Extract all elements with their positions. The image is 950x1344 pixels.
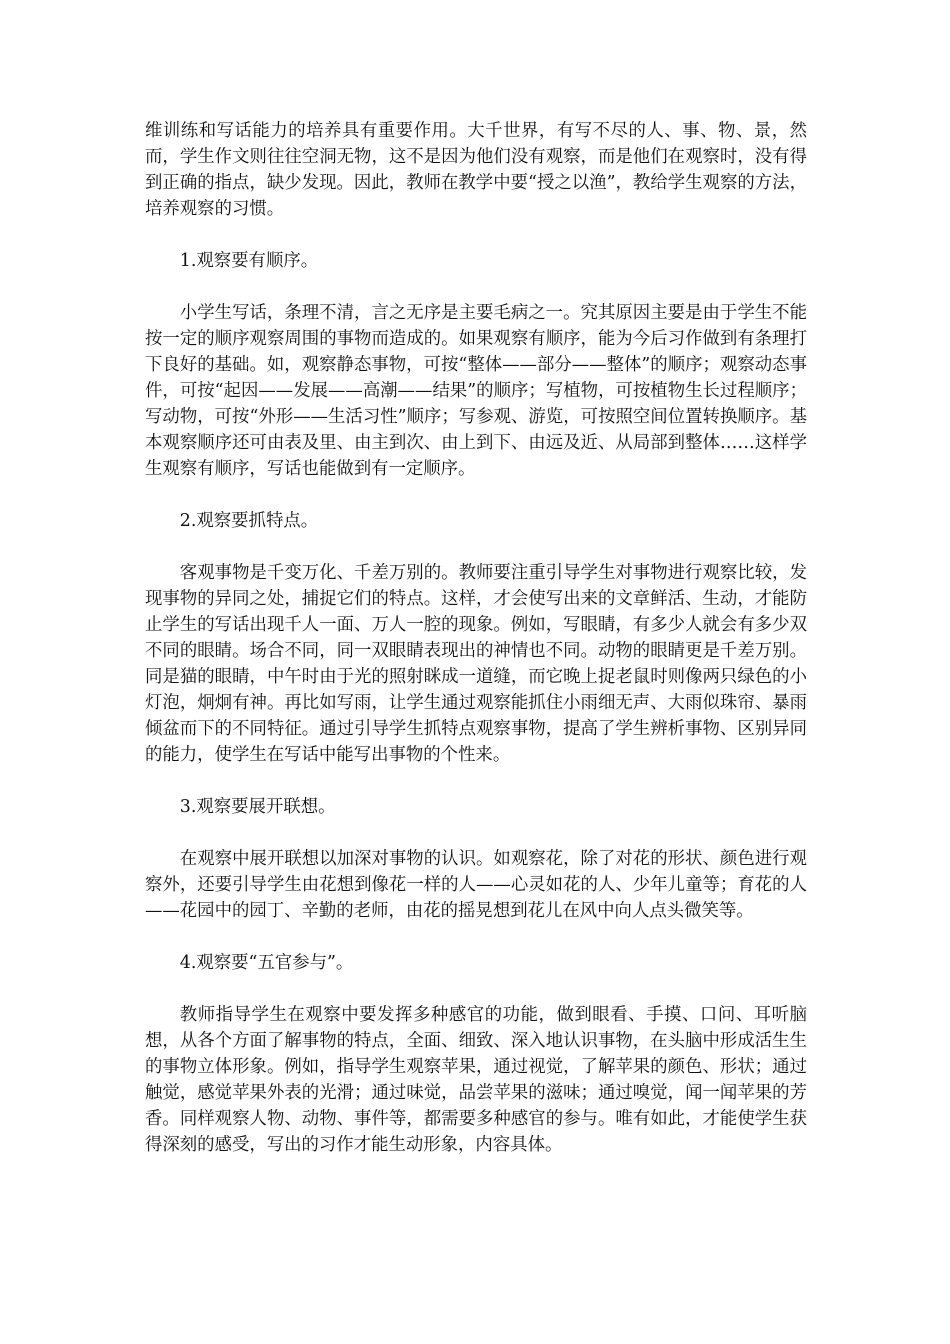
section-body-2: 客观事物是千变万化、千差万别的。教师要注重引导学生对事物进行观察比较，发现事物的异同之处，捕捉它们的特点。这样，才会使写出来的文章鲜活、生动，才能防止学生的写话出现千人一面、万人一腔的现象。例如，写眼睛，有多少人就会有多少双不同的眼睛。场合不同，同一双眼睛表现出的神情也不同。动物的眼睛更是千差万别。同是猫的眼睛，中午时由于光的照射眯成一道缝，而它晚上捉老鼠时则像两只绿色的小灯泡，炯炯有神。再比如写雨，让学生通过观察能抓住小雨细无声、大雨似珠帘、暴雨倾盆而下的不同特征。通过引导学生抓特点观察事物，提高了学生辨析事物、区别异同的能力，使学生在写话中能写出事物的个性来。 (145, 563, 807, 765)
paragraph-spacer (145, 482, 807, 508)
document-page (145, 118, 807, 1158)
paragraph-spacer (145, 768, 807, 794)
paragraph-spacer (145, 534, 807, 560)
section-body-3: 在观察中展开联想以加深对事物的认识。如观察花，除了对花的形状、颜色进行观察外，还要引导学生由花想到像花一样的人——心灵如花的人、少年儿童等；育花的人——花园中的园丁、辛勤的老师，由花的摇晃想到花儿在风中向人点头微笑等。 (145, 849, 807, 921)
paragraph-spacer (145, 274, 807, 300)
paragraph-spacer (145, 222, 807, 248)
section-body-4: 教师指导学生在观察中要发挥多种感官的功能，做到眼看、手摸、口问、耳听脑想，从各个方面了解事物的特点，全面、细致、深入地认识事物，在头脑中形成活生生的事物立体形象。例如，指导学生观察苹果，通过视觉，了解苹果的颜色、形状；通过触觉，感觉苹果外表的光滑；通过味觉，品尝苹果的滋味；通过嗅觉，闻一闻苹果的芳香。同样观察人物、动物、事件等，都需要多种感官的参与。唯有如此，才能使学生获得深刻的感受，写出的习作才能生动形象，内容具体。 (145, 1005, 807, 1155)
intro-paragraph: 维训练和写话能力的培养具有重要作用。大千世界，有写不尽的人、事、物、景，然而，学生作文则往往空洞无物，这不是因为他们没有观察，而是他们在观察时，没有得到正确的指点，缺少发现。因此，教师在教学中要“授之以渔”，教给学生观察的方法，培养观察的习惯。 (145, 121, 807, 219)
section-heading-2: 2.观察要抓特点。 (179, 511, 319, 531)
paragraph-spacer (145, 976, 807, 1002)
section-heading-1: 1.观察要有顺序。 (179, 251, 319, 271)
paragraph-spacer (145, 924, 807, 950)
section-body-1: 小学生写话，条理不清，言之无序是主要毛病之一。究其原因主要是由于学生不能按一定的顺序观察周围的事物而造成的。如果观察有顺序，能为今后习作做到有条理打下良好的基础。如，观察静态事物，可按“整体——部分——整体”的顺序；观察动态事件，可按“起因——发展——高潮——结果”的顺序；写植物，可按植物生长过程顺序；写动物，可按“外形——生活习性”顺序；写参观、游览，可按照空间位置转换顺序。基本观察顺序还可由表及里、由主到次、由上到下、由远及近、从局部到整体……这样学生观察有顺序，写话也能做到有一定顺序。 (145, 303, 807, 479)
section-heading-4: 4.观察要“五官参与”。 (179, 953, 354, 973)
section-heading-3: 3.观察要展开联想。 (179, 797, 336, 817)
paragraph-spacer (145, 820, 807, 846)
